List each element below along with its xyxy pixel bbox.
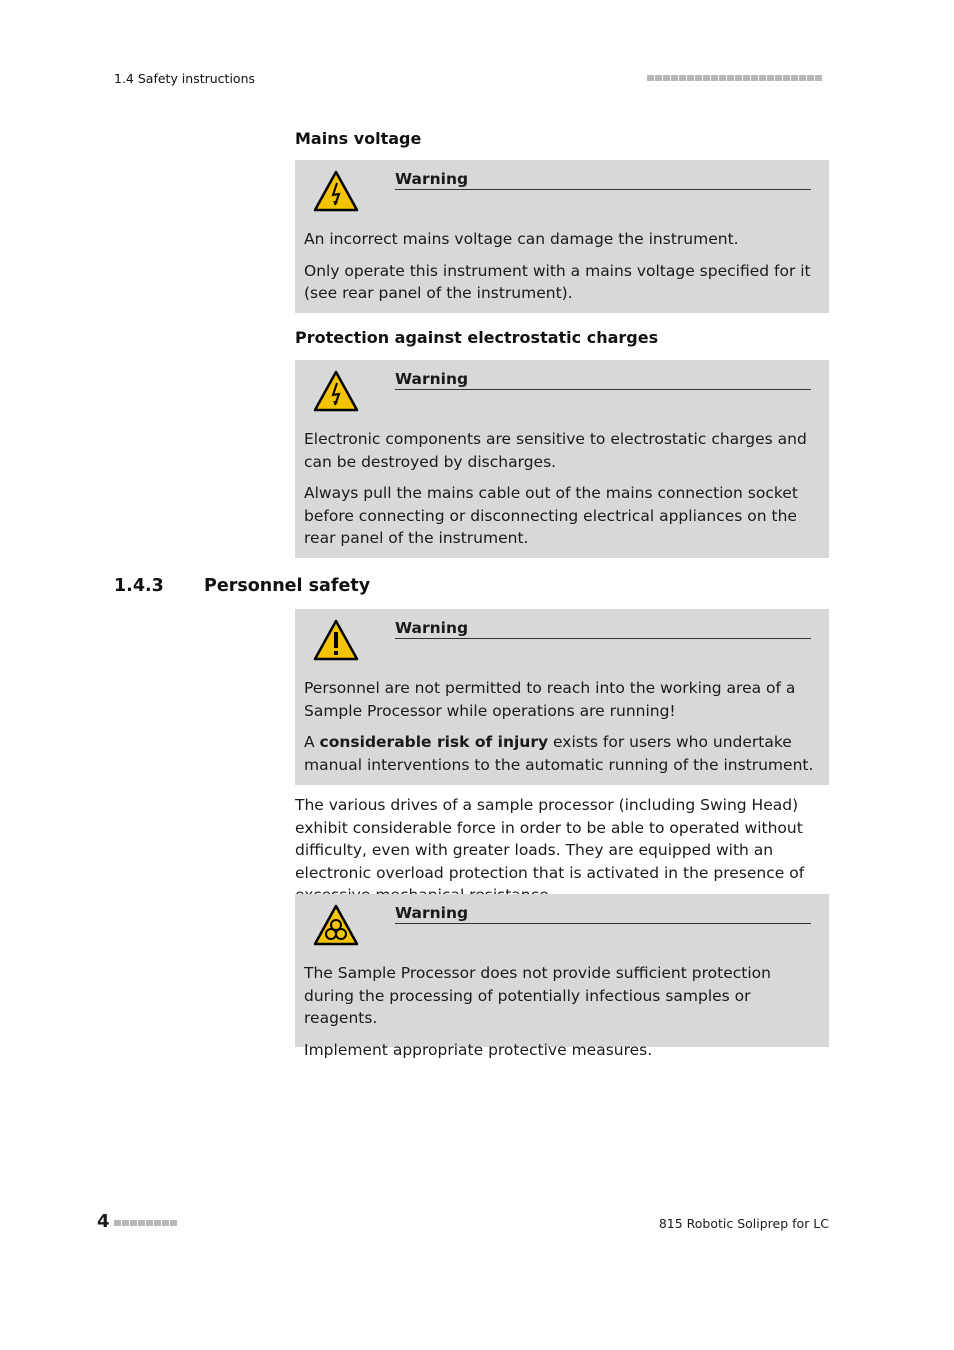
section-title: Personnel safety bbox=[204, 576, 371, 596]
personnel-warning-box bbox=[295, 609, 829, 785]
warning-text: Always pull the mains cable out of the mains connection socket before connecting or disconnecting electrical appliances on the rear panel of the instrument. bbox=[304, 484, 798, 547]
mains-voltage-heading: Mains voltage bbox=[295, 129, 422, 148]
risk-prefix: A bbox=[304, 733, 320, 751]
footer-decoration bbox=[114, 1220, 177, 1226]
section-number: 1.4.3 bbox=[114, 576, 164, 596]
section-heading bbox=[114, 576, 370, 596]
warning-text: An incorrect mains voltage can damage the instrument. bbox=[304, 230, 739, 248]
warning-text: The Sample Processor does not provide sufficient protection during the processing of potentially infectious samples or reagents. bbox=[304, 964, 771, 1027]
warning-text-risk bbox=[304, 731, 820, 776]
page-number: 4 bbox=[97, 1211, 110, 1232]
footer-product: 815 Robotic Soliprep for LC bbox=[658, 1216, 829, 1231]
warning-title: Warning bbox=[395, 170, 811, 190]
drives-paragraph: The various drives of a sample processor (including Swing Head) exhibit considerable force in order to be able to operated without difficulty, even with greater loads. They are equipped with an electronic overload protection that is activated in the presence of bbox=[295, 796, 805, 882]
warning-text: Only operate this instrument with a mains voltage specified for it (see rear panel of the instrument). bbox=[304, 261, 811, 302]
warning-title: Warning bbox=[395, 619, 811, 639]
biohazard-icon bbox=[313, 904, 359, 946]
header-decoration bbox=[647, 75, 822, 81]
general-warning-icon bbox=[313, 619, 359, 661]
warning-title: Warning bbox=[395, 370, 811, 390]
risk-suffix: exists for users who undertake manual interventions to the automatic running of the instrument. bbox=[304, 733, 814, 774]
esd-heading: Protection against electrostatic charges bbox=[295, 328, 659, 347]
mains-warning-box bbox=[295, 160, 829, 313]
esd-warning-box bbox=[295, 360, 829, 558]
electric-hazard-icon bbox=[313, 370, 359, 412]
electric-hazard-icon bbox=[313, 170, 359, 212]
risk-emphasis: considerable risk of injury bbox=[319, 733, 549, 751]
biohazard-warning-box bbox=[295, 894, 829, 1059]
warning-text: Personnel are not permitted to reach into the working area of a Sample Processor while operations are running! bbox=[304, 679, 796, 720]
warning-text: Implement appropriate protective measures. bbox=[304, 1040, 653, 1059]
warning-text: Electronic components are sensitive to electrostatic charges and can be destroyed by discharges. bbox=[304, 430, 807, 471]
running-header: 1.4 Safety instructions bbox=[114, 71, 256, 86]
warning-title: Warning bbox=[395, 904, 811, 924]
